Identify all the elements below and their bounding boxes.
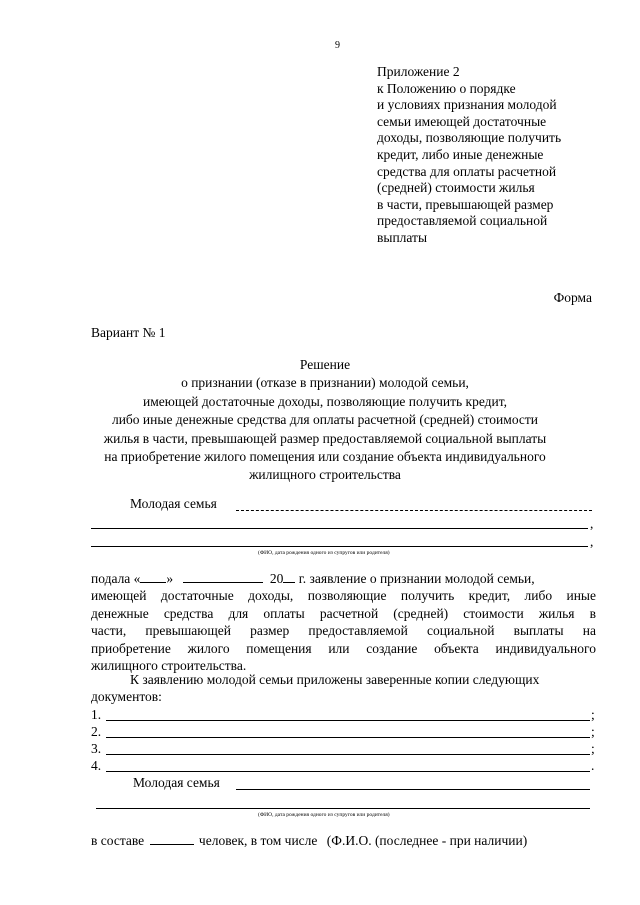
composition-prefix: в составе [91,833,145,848]
application-prefix: подала « [91,571,141,586]
family-name-input-line-4[interactable] [236,789,590,790]
family-name-input-line-2[interactable] [91,528,588,529]
document-item-end: ; [591,724,595,739]
document-item-end: . [591,758,595,773]
documents-intro-2: документов: [91,689,162,704]
appendix-line: и условиях признания молодой [377,97,557,113]
family-name-input-line[interactable] [236,510,592,511]
application-line-1 [91,570,535,587]
application-line: жилищного строительства. [91,658,247,674]
application-line: имеющей достаточные доходы, позволяющие получить кредит, либо иные [91,588,596,603]
day-input[interactable] [140,570,166,583]
appendix-line: (средней) стоимости жилья [377,180,535,196]
field-hint: (ФИО, дата рождения одного из супругов или родителя) [258,550,390,556]
title-line: о признании (отказе в признании) молодой семьи, [181,375,469,391]
document-item-end: ; [591,741,595,756]
application-line: приобретение жилого помещения или создание объекта индивидуального [91,640,596,656]
appendix-line: кредит, либо иные денежные [377,146,544,162]
family-field-label-2: Молодая семья [133,775,220,790]
appendix-line: в части, превышающей размер [377,196,554,212]
application-line: денежные средства для оплаты расчетной (средней) стоимости жилья в [91,605,596,621]
field-hint-2: (ФИО, дата рождения одного из супругов или родителя) [258,812,390,818]
application-body [91,587,596,675]
title-line: имеющей достаточные доходы, позволяющие получить кредит, [142,393,507,409]
document-input-line[interactable] [106,720,590,721]
document-input-line[interactable] [106,737,590,738]
title-line: на приобретение жилого помещения или создание объекта индивидуального [104,449,546,465]
quote-close: » [166,571,174,586]
document-item-number: 4. [91,758,102,773]
document-item-number: 2. [91,724,102,739]
comma: , [590,516,594,531]
title-line: Решение [299,357,351,372]
appendix-line: выплаты [377,229,428,245]
year-prefix: 20 [269,571,284,586]
family-name-input-line-5[interactable] [96,808,590,809]
composition-middle: человек, в том числе [198,833,318,848]
application-rest: г. заявление о признании молодой семьи, [298,571,535,586]
document-item-number: 3. [91,741,102,756]
title-line: либо иные денежные средства для оплаты расчетной (средней) стоимости [111,412,539,428]
month-input[interactable] [183,570,263,583]
appendix-line: семьи имеющей достаточные [377,113,547,129]
appendix-line: Приложение 2 [377,64,460,79]
document-item-end: ; [591,707,595,722]
appendix-line: к Положению о порядке [377,80,516,96]
document-item-number: 1. [91,707,102,722]
appendix-header [377,64,617,247]
member-count-input[interactable] [150,832,194,845]
year-input[interactable] [283,570,295,583]
composition-line [91,832,527,849]
page-number: 9 [335,40,340,51]
appendix-line: предоставляемой социальной [377,213,548,229]
composition-suffix: (Ф.И.О. (последнее - при наличии) [326,833,528,848]
family-name-input-line-3[interactable] [91,546,588,547]
decision-title [80,356,570,485]
comma: , [590,534,594,549]
application-line: части, превышающей размер предоставляемой социальной выплаты на [91,623,596,639]
form-label: Форма [553,290,592,305]
appendix-line: доходы, позволяющие получить [377,130,562,146]
documents-intro: К заявлению молодой семьи приложены заверенные копии следующих [130,672,540,687]
title-line: жилья в части, превышающей размер предоставляемой социальной выплаты [103,430,547,446]
title-line: жилищного строительства [249,467,401,483]
document-input-line[interactable] [106,754,590,755]
appendix-line: средства для оплаты расчетной [377,163,557,179]
document-input-line[interactable] [106,771,590,772]
family-field-label: Молодая семья [130,496,217,511]
variant-label: Вариант № 1 [91,325,166,340]
